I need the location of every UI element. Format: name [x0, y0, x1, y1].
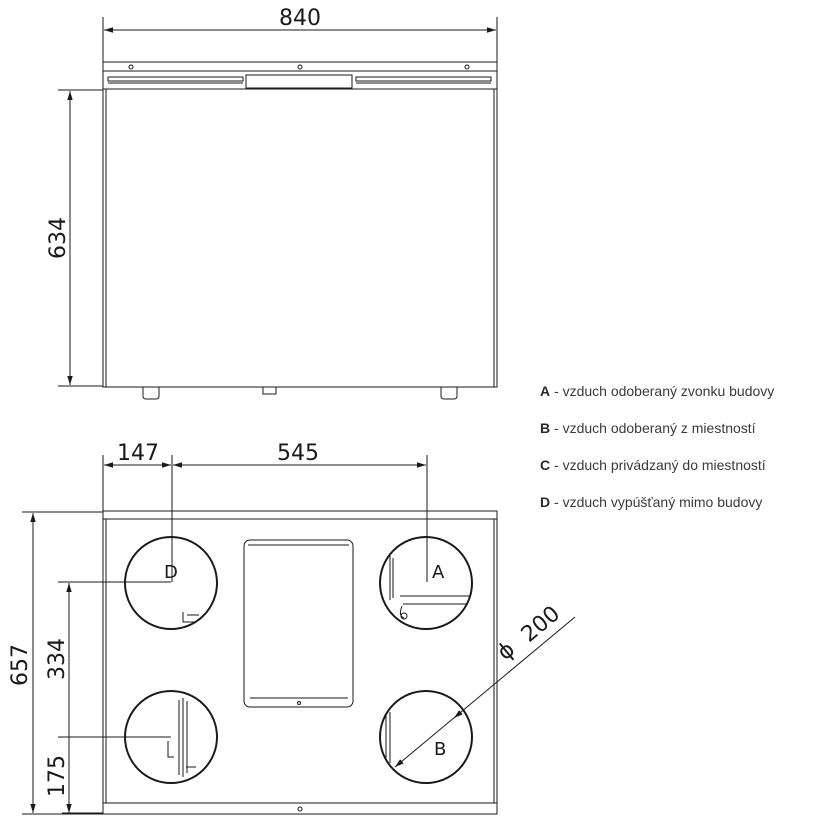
legend: [540, 383, 810, 531]
lower-port-height: 175: [45, 755, 70, 797]
offset-dimension: 147: [117, 441, 159, 466]
height-dimension-top: 634: [46, 217, 71, 259]
spacing-dimension: 545: [277, 441, 319, 466]
port-a: [380, 537, 472, 629]
top-view: [8, 441, 575, 814]
screw-icon: [298, 65, 302, 69]
diameter-symbol: ϕ: [492, 637, 520, 666]
foot: [143, 387, 159, 399]
port-a-label: A: [432, 562, 445, 583]
port-b-label: B: [434, 739, 447, 760]
foot: [441, 387, 457, 399]
legend-item-c: C - vzduch privádzaný do miestností: [540, 457, 766, 473]
diameter-dimension: 200: [516, 601, 566, 648]
foot: [263, 387, 276, 394]
bottom-rail: [103, 803, 497, 814]
legend-item-a: A - vzduch odoberaný zvonku budovy: [540, 383, 775, 399]
upper-port-height: 334: [45, 638, 70, 680]
height-dimension-bottom: 657: [8, 644, 33, 686]
service-door: [244, 540, 353, 707]
legend-item-b: B - vzduch odoberaný z miestností: [540, 420, 756, 436]
top-rail-lower: [103, 511, 497, 519]
screw-icon: [298, 807, 302, 811]
screw-icon: [129, 65, 133, 69]
screw-icon: [465, 65, 469, 69]
legend-item-d: D - vzduch vypúšťaný mimo budovy: [540, 494, 763, 510]
front-panel: [103, 89, 497, 387]
port-b: [380, 691, 472, 783]
front-view: [46, 6, 497, 399]
port-d: [125, 537, 217, 629]
port-d-label: D: [164, 562, 178, 583]
width-dimension: 840: [279, 6, 321, 31]
